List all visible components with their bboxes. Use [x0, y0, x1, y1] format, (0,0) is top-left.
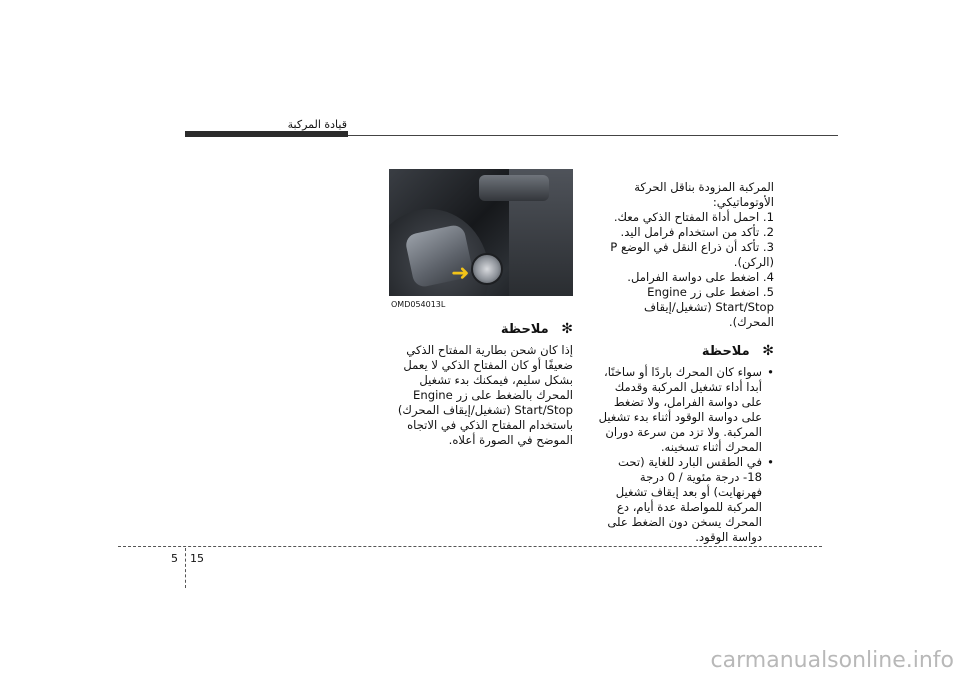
list-item: • في الطقس البارد للغاية (تحت 18- درجة مئوية / 0 درجة فهرنهايت) أو بعد إيقاف تشغيل المركبة للمواصلة عدة أيام، دع المحرك يسخن دون الضغط على دواسة الوقود.	[598, 455, 774, 545]
asterisk-icon: ✻	[762, 343, 774, 359]
note-heading	[389, 322, 573, 337]
note-text: إذا كان شحن بطارية المفتاح الذكي ضعيفًا أو كان المفتاح الذكي لا يعمل بشكل سليم، فيمكنك بدء تشغيل المحرك بالضغط على زر Engine Start/Stop (تشغيل/إيقاف المحرك) باستخدام المفتاح الذكي في الاتجاه الموضح في الصورة أعلاه.	[397, 343, 573, 447]
list-item: 5. اضغط على زر Engine Start/Stop (تشغيل/إيقاف المحرك).	[643, 285, 774, 329]
footer-rule	[118, 546, 822, 547]
section-number: 5	[171, 552, 178, 565]
note-heading	[598, 344, 774, 359]
header-rule	[348, 135, 838, 136]
list-item: 2. تأكد من استخدام فرامل اليد.	[620, 225, 774, 239]
list-item: 4. اضغط على دواسة الفرامل.	[627, 270, 774, 284]
note-bullets	[598, 365, 774, 545]
watermark: carmanualsonline.info	[710, 648, 954, 673]
arrow-icon: ➜	[451, 261, 470, 286]
footer-divider	[185, 548, 186, 588]
page-number: 15	[190, 552, 204, 565]
note-title: ملاحظة	[701, 344, 750, 359]
engine-start-button-photo	[389, 169, 573, 296]
asterisk-icon: ✻	[561, 321, 573, 337]
right-column	[598, 180, 774, 545]
list-item: 1. احمل أداة المفتاح الذكي معك.	[613, 210, 774, 224]
figure-label: OMD054013L	[391, 300, 446, 309]
air-vent	[479, 175, 549, 201]
list-item: • سواء كان المحرك باردًا أو ساخنًا، أبدا أداء تشغيل المركبة وقدمك على دواسة الفرامل، ولا تضغط على دواسة الوقود أثناء بدء تشغيل المركبة. ولا تزد من سرعة دوران المحرك أثناء تسخينه.	[598, 365, 774, 455]
start-steps-list	[598, 210, 774, 330]
chapter-title: قيادة المركبة	[287, 118, 347, 131]
list-item: 3. تأكد أن ذراع النقل في الوضع P (الركن).	[610, 240, 774, 269]
left-column	[389, 322, 573, 448]
note-title: ملاحظة	[500, 322, 549, 337]
header-bar	[185, 131, 348, 137]
start-stop-button	[471, 253, 503, 285]
intro-text: المركبة المزودة بناقل الحركة الأوتوماتيكي:	[634, 180, 774, 209]
